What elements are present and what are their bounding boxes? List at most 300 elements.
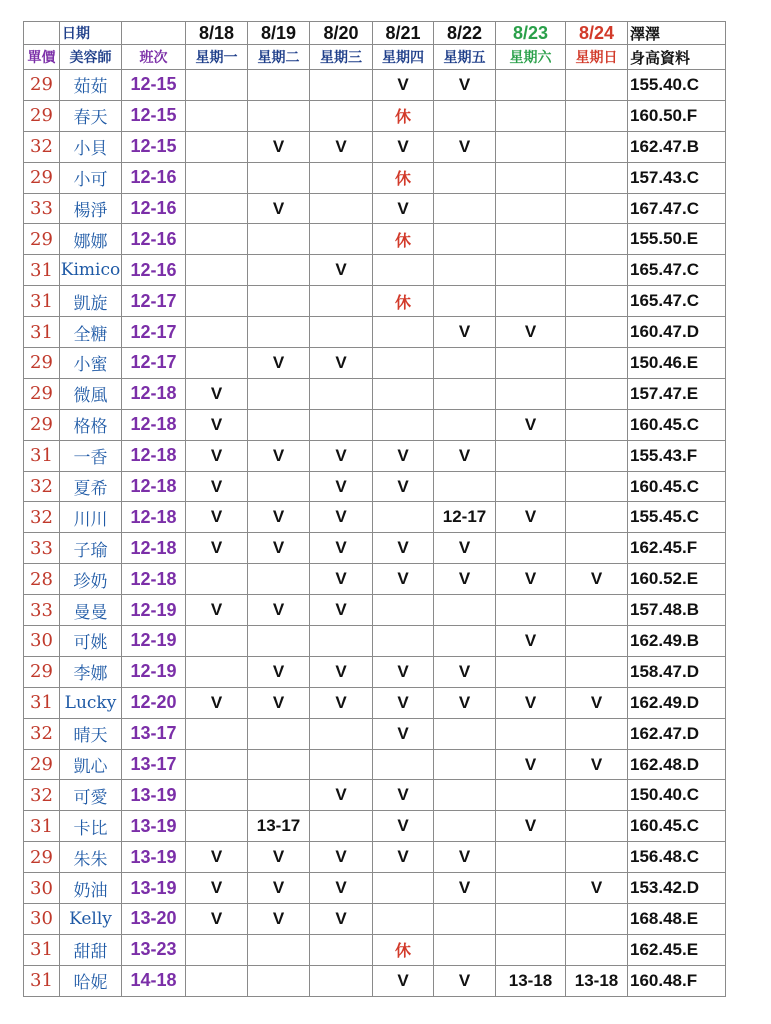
shift-cell: 12-18 [122,409,186,440]
day-cell-fri: V [434,965,496,996]
day-cell-sat: V [496,317,566,348]
price-cell: 32 [24,471,60,502]
price-cell: 31 [24,934,60,965]
day-cell-mon [186,965,248,996]
day-cell-sat: V [496,564,566,595]
day-cell-sun [566,348,628,379]
price-cell: 32 [24,131,60,162]
table-row [24,656,726,687]
day-cell-wed: V [310,873,373,904]
stylist-name-cell: 朱朱 [60,842,122,873]
day-cell-tue: V [248,502,310,533]
day-cell-wed: V [310,780,373,811]
price-cell: 29 [24,378,60,409]
date-sun: 8/24 [566,22,628,45]
day-cell-tue [248,471,310,502]
day-cell-thu: V [373,780,434,811]
table-row [24,564,726,595]
day-cell-wed: V [310,904,373,935]
stylist-name-cell: 小貝 [60,131,122,162]
shift-cell: 12-16 [122,193,186,224]
shift-cell: 13-19 [122,780,186,811]
day-cell-tue: V [248,873,310,904]
schedule-table [23,21,726,997]
price-cell: 30 [24,626,60,657]
day-cell-tue: V [248,687,310,718]
stylist-name-cell: 奶油 [60,873,122,904]
height-cell: 160.50.F [628,100,726,131]
day-cell-sun [566,780,628,811]
day-cell-fri: V [434,70,496,101]
day-cell-fri [434,471,496,502]
shift-cell: 12-18 [122,378,186,409]
date-mon: 8/18 [186,22,248,45]
day-cell-wed: V [310,440,373,471]
height-cell: 157.43.C [628,162,726,193]
shift-cell: 12-18 [122,440,186,471]
day-cell-thu: V [373,687,434,718]
day-cell-thu [373,317,434,348]
weekday-sun: 星期日 [566,45,628,70]
height-cell: 160.45.C [628,811,726,842]
day-cell-mon [186,934,248,965]
shift-cell: 13-23 [122,934,186,965]
day-cell-mon: V [186,409,248,440]
shift-cell: 13-17 [122,749,186,780]
day-cell-thu [373,904,434,935]
day-cell-sat [496,440,566,471]
day-cell-thu: 休 [373,100,434,131]
day-cell-sun [566,255,628,286]
height-cell: 156.48.C [628,842,726,873]
day-cell-thu: V [373,70,434,101]
day-cell-fri [434,595,496,626]
price-cell: 33 [24,533,60,564]
day-cell-wed: V [310,348,373,379]
shift-cell: 13-19 [122,811,186,842]
table-row [24,626,726,657]
day-cell-sun [566,378,628,409]
day-cell-fri [434,904,496,935]
price-cell: 28 [24,564,60,595]
stylist-name-cell: 可姚 [60,626,122,657]
day-cell-mon [186,564,248,595]
stylist-name-cell: 卡比 [60,811,122,842]
day-cell-thu: V [373,440,434,471]
day-cell-thu [373,255,434,286]
day-cell-sat [496,348,566,379]
height-cell: 155.45.C [628,502,726,533]
day-cell-tue [248,965,310,996]
day-cell-sun [566,533,628,564]
day-cell-tue [248,564,310,595]
height-cell: 153.42.D [628,873,726,904]
day-cell-thu: V [373,564,434,595]
day-cell-wed: V [310,502,373,533]
day-cell-fri [434,780,496,811]
day-cell-sun [566,904,628,935]
day-cell-fri: V [434,533,496,564]
table-row [24,687,726,718]
day-cell-sun: V [566,749,628,780]
height-cell: 160.47.D [628,317,726,348]
stylist-name-cell: 子瑜 [60,533,122,564]
day-cell-sat [496,780,566,811]
day-cell-sun [566,471,628,502]
day-cell-mon [186,656,248,687]
day-cell-tue: V [248,193,310,224]
table-row [24,378,726,409]
day-cell-thu: 休 [373,224,434,255]
day-cell-sun [566,595,628,626]
day-cell-sun [566,131,628,162]
day-cell-wed [310,811,373,842]
table-row [24,595,726,626]
shift-cell: 12-17 [122,286,186,317]
day-cell-thu: 休 [373,286,434,317]
day-cell-fri [434,934,496,965]
day-cell-fri [434,193,496,224]
table-row [24,904,726,935]
day-cell-sun [566,656,628,687]
stylist-name-cell: 凱旋 [60,286,122,317]
day-cell-sun [566,626,628,657]
day-cell-wed [310,965,373,996]
table-row [24,224,726,255]
shift-cell: 13-19 [122,842,186,873]
date-thu: 8/21 [373,22,434,45]
shift-cell: 12-19 [122,626,186,657]
day-cell-tue: V [248,533,310,564]
price-cell: 29 [24,348,60,379]
price-cell: 29 [24,70,60,101]
day-cell-thu [373,378,434,409]
day-cell-sun [566,934,628,965]
day-cell-wed [310,317,373,348]
stylist-name-cell: 楊淨 [60,193,122,224]
price-cell: 31 [24,286,60,317]
height-cell: 168.48.E [628,904,726,935]
day-cell-mon [186,131,248,162]
stylist-name-cell: 格格 [60,409,122,440]
shift-cell: 12-20 [122,687,186,718]
shift-cell: 12-19 [122,656,186,687]
day-cell-sat: V [496,811,566,842]
day-cell-tue [248,934,310,965]
day-cell-tue [248,749,310,780]
day-cell-sun: V [566,687,628,718]
day-cell-sat [496,656,566,687]
day-cell-sat [496,873,566,904]
price-cell: 30 [24,873,60,904]
weekday-mon: 星期一 [186,45,248,70]
day-cell-sun [566,409,628,440]
stylist-name-cell: 小可 [60,162,122,193]
day-cell-mon: V [186,873,248,904]
stylist-name-cell: Kelly [60,904,122,935]
height-cell: 157.48.B [628,595,726,626]
shift-cell: 12-16 [122,162,186,193]
height-cell: 167.47.C [628,193,726,224]
day-cell-tue [248,70,310,101]
day-cell-tue [248,162,310,193]
price-label: 單價 [24,45,60,70]
price-cell: 31 [24,440,60,471]
day-cell-sun [566,502,628,533]
price-cell: 29 [24,842,60,873]
day-cell-thu: V [373,193,434,224]
height-cell: 162.47.B [628,131,726,162]
shift-cell: 13-20 [122,904,186,935]
stylist-name-cell: 夏希 [60,471,122,502]
table-row [24,502,726,533]
table-row [24,162,726,193]
day-cell-wed: V [310,533,373,564]
day-cell-mon [186,626,248,657]
day-cell-wed [310,626,373,657]
day-cell-fri [434,286,496,317]
stylist-name-cell: 春天 [60,100,122,131]
day-cell-sun [566,718,628,749]
schedule-body [24,70,726,997]
table-row [24,440,726,471]
period-label: 日期 [60,22,122,45]
table-row [24,873,726,904]
day-cell-wed: V [310,656,373,687]
day-cell-thu: V [373,131,434,162]
day-cell-fri: V [434,687,496,718]
day-cell-fri [434,409,496,440]
shift-cell: 12-15 [122,131,186,162]
day-cell-tue [248,718,310,749]
day-cell-mon [186,780,248,811]
day-cell-mon: V [186,440,248,471]
day-cell-mon [186,193,248,224]
day-cell-sun [566,70,628,101]
day-cell-fri: V [434,873,496,904]
day-cell-thu: V [373,533,434,564]
day-cell-sun [566,440,628,471]
day-cell-sat [496,471,566,502]
day-cell-tue [248,626,310,657]
stylist-name-cell: 甜甜 [60,934,122,965]
stylist-name-cell: 小蜜 [60,348,122,379]
day-cell-tue: V [248,904,310,935]
stylist-name-cell: Lucky [60,687,122,718]
day-cell-sat: V [496,687,566,718]
day-cell-wed [310,934,373,965]
day-cell-wed: V [310,131,373,162]
stylist-name-cell: 李娜 [60,656,122,687]
day-cell-fri [434,162,496,193]
day-cell-fri [434,378,496,409]
day-cell-sat [496,934,566,965]
day-cell-sat [496,100,566,131]
day-cell-mon: V [186,842,248,873]
shift-cell: 12-19 [122,595,186,626]
day-cell-fri [434,626,496,657]
price-cell: 32 [24,780,60,811]
shift-cell: 12-18 [122,533,186,564]
table-row [24,749,726,780]
day-cell-wed [310,224,373,255]
shift-cell: 12-18 [122,564,186,595]
table-row [24,255,726,286]
header-row-weekdays [24,45,726,70]
table-row [24,842,726,873]
day-cell-mon [186,255,248,286]
date-fri: 8/22 [434,22,496,45]
day-cell-sat [496,378,566,409]
table-row [24,70,726,101]
table-row [24,286,726,317]
shift-cell: 13-19 [122,873,186,904]
day-cell-wed [310,409,373,440]
height-cell: 165.47.C [628,255,726,286]
shift-cell: 12-17 [122,317,186,348]
day-cell-mon [186,100,248,131]
day-cell-sun [566,100,628,131]
day-cell-fri [434,749,496,780]
height-cell: 155.50.E [628,224,726,255]
day-cell-fri [434,718,496,749]
price-cell: 29 [24,749,60,780]
day-cell-mon [186,162,248,193]
shift-cell: 13-17 [122,718,186,749]
shift-cell: 12-18 [122,502,186,533]
table-row [24,471,726,502]
height-cell: 162.49.B [628,626,726,657]
table-row [24,780,726,811]
weekday-tue: 星期二 [248,45,310,70]
height-cell: 162.48.D [628,749,726,780]
weekday-fri: 星期五 [434,45,496,70]
day-cell-thu: V [373,965,434,996]
day-cell-mon: V [186,471,248,502]
day-cell-mon: V [186,378,248,409]
day-cell-wed: V [310,687,373,718]
day-cell-thu: V [373,811,434,842]
shift-cell: 12-18 [122,471,186,502]
height-cell: 157.47.E [628,378,726,409]
shift-cell: 12-17 [122,348,186,379]
day-cell-sat [496,286,566,317]
stylist-name-cell: 微風 [60,378,122,409]
day-cell-sat: V [496,502,566,533]
height-cell: 162.45.E [628,934,726,965]
price-cell: 29 [24,224,60,255]
weekday-wed: 星期三 [310,45,373,70]
height-cell: 150.46.E [628,348,726,379]
height-cell: 160.45.C [628,409,726,440]
height-cell: 162.47.D [628,718,726,749]
day-cell-wed [310,749,373,780]
day-cell-wed [310,378,373,409]
stylist-name-cell: 全糖 [60,317,122,348]
day-cell-fri: V [434,564,496,595]
day-cell-mon: V [186,533,248,564]
price-cell: 29 [24,656,60,687]
price-cell: 33 [24,193,60,224]
day-cell-sat: V [496,409,566,440]
day-cell-wed: V [310,842,373,873]
table-row [24,348,726,379]
day-cell-wed: V [310,255,373,286]
day-cell-fri [434,224,496,255]
day-cell-fri [434,100,496,131]
day-cell-tue: 13-17 [248,811,310,842]
day-cell-wed [310,718,373,749]
weekday-sat: 星期六 [496,45,566,70]
day-cell-thu: V [373,842,434,873]
day-cell-wed [310,193,373,224]
day-cell-sat [496,162,566,193]
day-cell-tue [248,224,310,255]
table-row [24,193,726,224]
day-cell-fri: V [434,131,496,162]
day-cell-thu: 休 [373,162,434,193]
day-cell-tue: V [248,348,310,379]
height-cell: 158.47.D [628,656,726,687]
price-cell: 30 [24,904,60,935]
day-cell-sat: V [496,749,566,780]
day-cell-mon [186,811,248,842]
day-cell-sun [566,162,628,193]
stylist-name-cell: 晴天 [60,718,122,749]
day-cell-tue [248,780,310,811]
day-cell-wed [310,286,373,317]
price-cell: 31 [24,317,60,348]
day-cell-tue [248,378,310,409]
day-cell-thu [373,502,434,533]
day-cell-tue: V [248,131,310,162]
day-cell-sun [566,317,628,348]
day-cell-sat [496,193,566,224]
day-cell-tue: V [248,440,310,471]
height-cell: 155.40.C [628,70,726,101]
height-cell: 160.48.F [628,965,726,996]
day-cell-thu: 休 [373,934,434,965]
day-cell-mon [186,749,248,780]
table-row [24,533,726,564]
stylist-name-cell: 娜娜 [60,224,122,255]
day-cell-fri: V [434,317,496,348]
shift-label: 班次 [122,45,186,70]
day-cell-fri: V [434,440,496,471]
day-cell-mon: V [186,687,248,718]
stylist-name-cell: 可愛 [60,780,122,811]
day-cell-sat: 13-18 [496,965,566,996]
day-cell-wed [310,70,373,101]
height-cell: 150.40.C [628,780,726,811]
table-row [24,100,726,131]
weekday-thu: 星期四 [373,45,434,70]
day-cell-tue [248,409,310,440]
day-cell-mon [186,317,248,348]
table-row [24,409,726,440]
day-cell-tue: V [248,595,310,626]
day-cell-sun [566,224,628,255]
price-cell: 31 [24,965,60,996]
date-wed: 8/20 [310,22,373,45]
table-row [24,965,726,996]
price-cell: 29 [24,409,60,440]
day-cell-sat [496,904,566,935]
price-cell: 32 [24,502,60,533]
shift-cell: 12-15 [122,100,186,131]
day-cell-thu: V [373,718,434,749]
day-cell-sat [496,595,566,626]
